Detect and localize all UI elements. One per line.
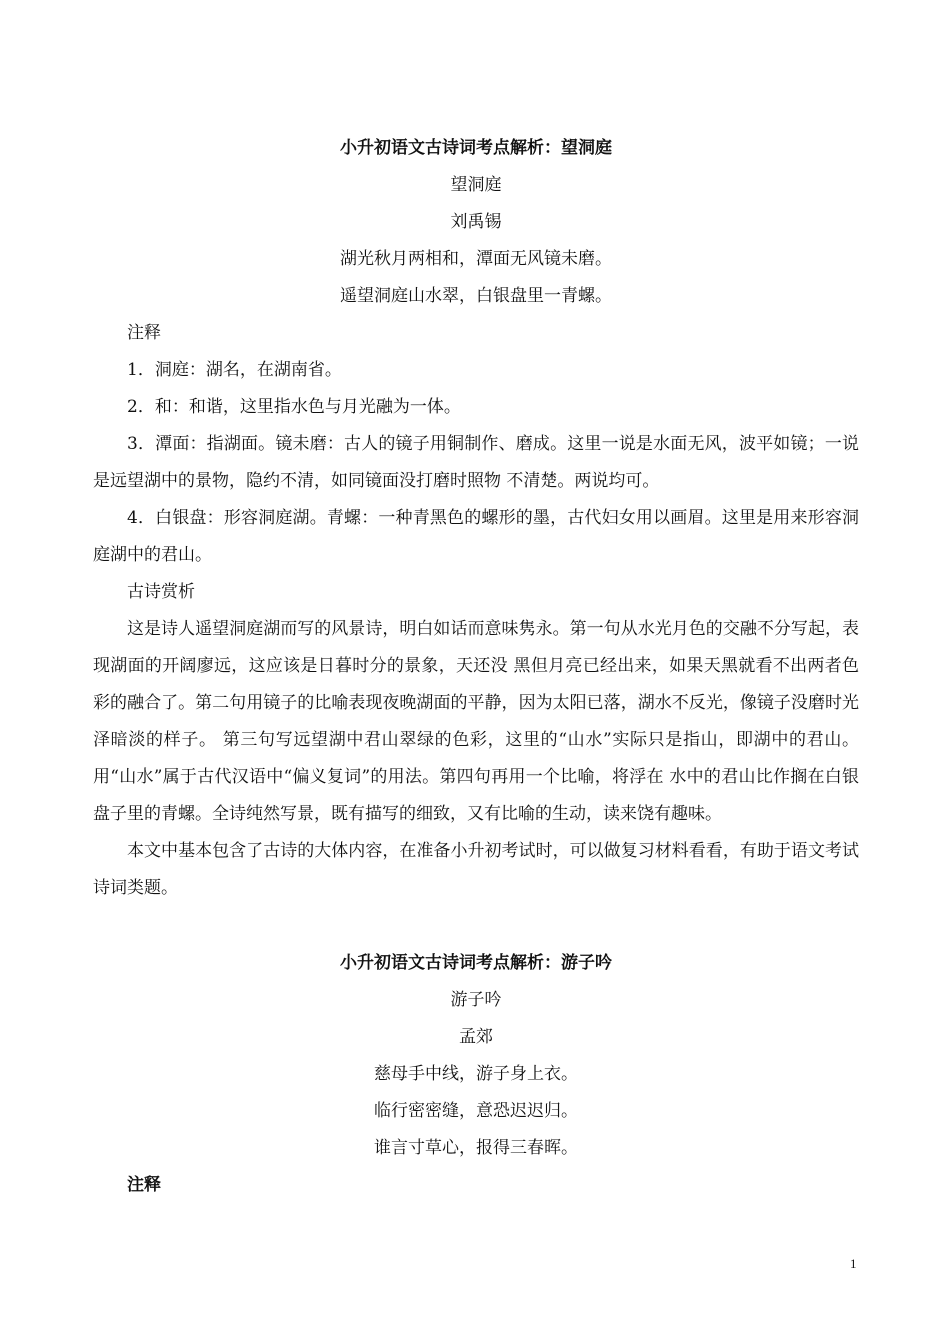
section2-poem-line: 慈母手中线，游子身上衣。 [374, 1064, 578, 1084]
document-body [93, 130, 859, 1204]
section2-poem-line: 临行密密缝，意恐迟迟归。 [374, 1101, 578, 1121]
section1-notes-heading: 注释 [127, 323, 161, 343]
section2-poem-line: 谁言寸草心，报得三春晖。 [374, 1138, 578, 1158]
section1-appreciation-heading: 古诗赏析 [127, 582, 195, 602]
page-number: 1 [850, 1256, 857, 1271]
section1-author: 刘禹锡 [450, 212, 502, 232]
section1-poem-title: 望洞庭 [450, 175, 502, 195]
section1-poem-line: 湖光秋月两相和，潭面无风镜未磨。 [340, 249, 612, 269]
section1-note: 1．洞庭：湖名，在湖南省。 [127, 360, 342, 380]
section2-notes-heading: 注释 [127, 1175, 161, 1195]
section1-appreciation: 这是诗人遥望洞庭湖而写的风景诗，明白如话而意味隽永。第一句从水光月色的交融不分写起，表现湖面的开阔廖远，这应该是日暮时分的景象，天还没 黑但月亮已经出来，如果天黑就看不出两者色彩的融合了。第二句用镜子的比喻表现夜晚湖面的平静，因为太阳已落，湖水不反光，像镜子没磨时光泽暗淡的样子。 第三句写远望湖中君山翠绿的色彩，这里的“山水”实际只是指山，即湖中的君山。用“山水”属于古代汉语中“偏义复词”的用法。第四句再用一个比喻，将浮在 水中的君山比作搁在白银盘子里的青螺。全诗纯然写景，既有描写的细致，又有比喻的生动，读来饶有趣味。 [93, 619, 859, 824]
section1-note: 4．白银盘：形容洞庭湖。青螺：一种青黑色的螺形的墨，古代妇女用以画眉。这里是用来形容洞庭湖中的君山。 [93, 508, 859, 565]
section2-poem-title: 游子吟 [450, 990, 502, 1010]
section-spacer [93, 907, 859, 945]
section2-title: 小升初语文古诗词考点解析：游子吟 [340, 953, 612, 973]
section2-author: 孟郊 [459, 1027, 493, 1047]
section1-summary: 本文中基本包含了古诗的大体内容，在准备小升初考试时，可以做复习材料看看，有助于语文考试诗词类题。 [93, 841, 859, 898]
section1-title: 小升初语文古诗词考点解析：望洞庭 [340, 138, 612, 158]
section1-poem-line: 遥望洞庭山水翠，白银盘里一青螺。 [340, 286, 612, 306]
section1-note: 3．潭面：指湖面。镜未磨：古人的镜子用铜制作、磨成。这里一说是水面无风，波平如镜；一说是远望湖中的景物，隐约不清，如同镜面没打磨时照物 不清楚。两说均可。 [93, 434, 859, 491]
section1-note: 2．和：和谐，这里指水色与月光融为一体。 [127, 397, 461, 417]
